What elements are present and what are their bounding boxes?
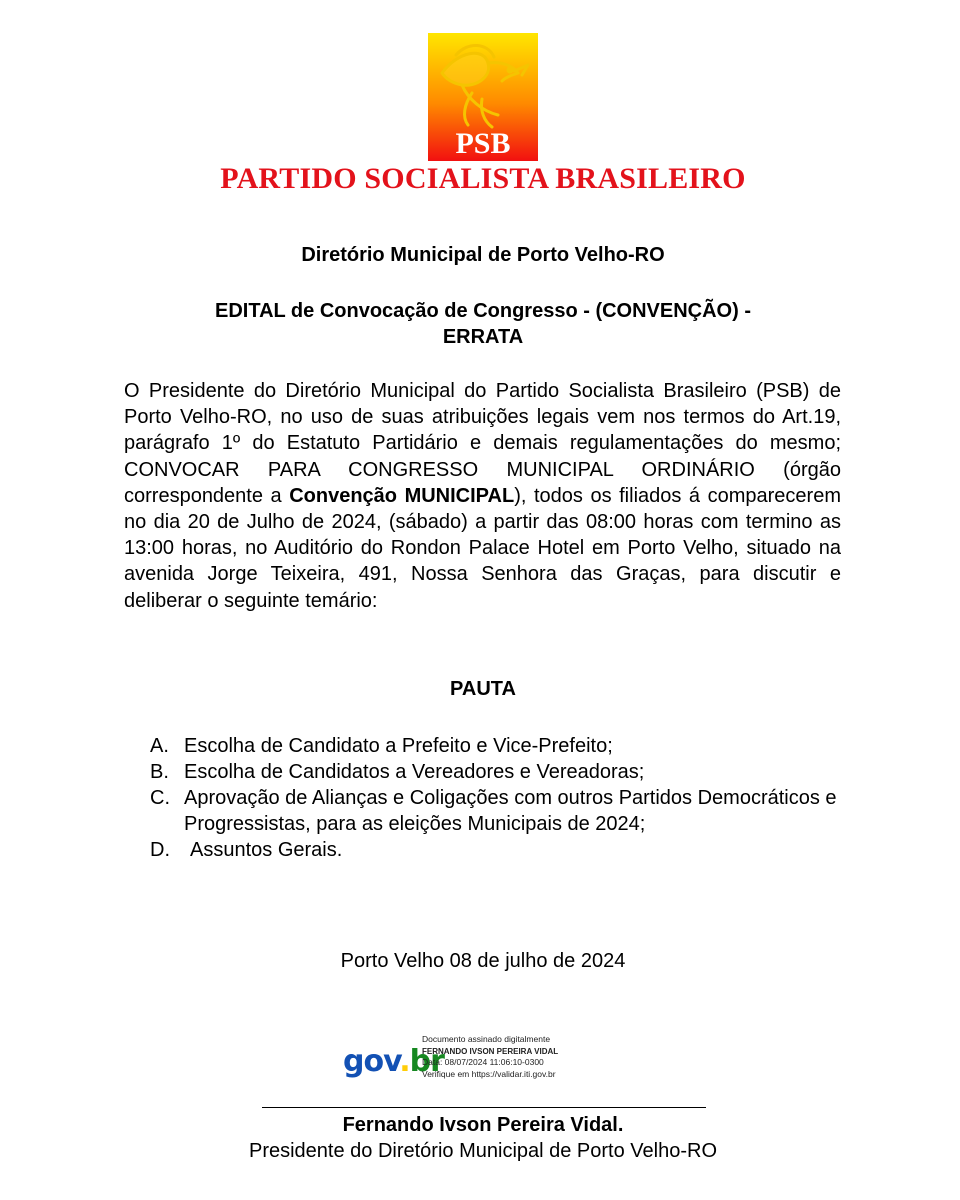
agenda-item-letter: A. — [150, 735, 169, 757]
signatory-name: Fernando Ivson Pereira Vidal. — [342, 1114, 624, 1136]
notice-title-line1: EDITAL de Convocação de Congresso - (CONVENÇÃO) - — [215, 300, 751, 322]
agenda-item-text: Assuntos Gerais. — [190, 839, 343, 861]
agenda-item — [150, 733, 850, 759]
agenda-item-letter: B. — [150, 761, 169, 783]
agenda-title: PAUTA — [450, 678, 516, 700]
notice-body-part1: O Presidente do Diretório Municipal do Partido Socialista Brasileiro (PSB) de Porto Velho-RO, no uso de suas atribuições legais vem nos termos do Art.19, parágrafo 1º do Estatuto Partidário e demais regulamentações do mesmo; CONVOCAR PARA CONGRESSO MUNICIPAL ORDINÁRIO (órgão correspondente a — [124, 380, 841, 507]
agenda-item-letter: C. — [150, 787, 170, 809]
psb-logo — [428, 33, 538, 161]
digital-signature-signer: FERNANDO IVSON PEREIRA VIDAL — [422, 1046, 559, 1056]
signature-line — [262, 1107, 706, 1108]
notice-body-part2: ), todos os filiados á comparecerem no dia 20 de Julho de 2024, (sábado) a partir das 08:00 horas com termino as 13:00 horas, no Auditório do Rondon Palace Hotel em Porto Velho, situado na avenida Jorge Teixeira, 491, Nossa Senhora das Graças, para discutir e deliberar o seguinte temário: — [124, 484, 841, 612]
party-name: PARTIDO SOCIALISTA BRASILEIRO — [220, 162, 746, 195]
digital-signature-verify: Verifique em https://validar.iti.gov.br — [422, 1068, 556, 1079]
digital-signature-stamp — [422, 1034, 558, 1080]
govbr-logo-dot: . — [399, 1044, 410, 1079]
psb-logo-graphic — [428, 33, 538, 161]
psb-logo-text: PSB — [455, 127, 511, 160]
place-date: Porto Velho 08 de julho de 2024 — [340, 950, 626, 972]
agenda-item-text: Aprovação de Alianças e Coligações com outros Partidos Democráticos e Progressistas, para as eleições Municipais de 2024; — [184, 787, 837, 835]
agenda-list — [150, 733, 850, 863]
notice-title-line2: ERRATA — [442, 326, 524, 348]
agenda-item — [150, 785, 850, 837]
notice-body-bold: Convenção MUNICIPAL — [289, 484, 515, 507]
govbr-logo-gov: gov — [343, 1044, 400, 1079]
agenda-item-text: Escolha de Candidato a Prefeito e Vice-Prefeito; — [184, 735, 613, 757]
govbr-logo-br: br — [409, 1044, 444, 1079]
digital-signature-caption: Documento assinado digitalmente — [422, 1034, 551, 1044]
agenda-item — [150, 759, 850, 785]
agenda-item-text: Escolha de Candidatos a Vereadores e Vereadoras; — [184, 761, 645, 783]
signatory-role: Presidente do Diretório Municipal de Porto Velho-RO — [248, 1140, 718, 1162]
notice-title — [0, 298, 960, 350]
agenda-item-letter: D. — [150, 839, 170, 861]
agenda-item — [150, 837, 850, 863]
directorate-title: Diretório Municipal de Porto Velho-RO — [301, 244, 665, 266]
notice-body — [124, 378, 841, 614]
digital-signature-date: Data: 08/07/2024 11:06:10-0300 — [422, 1057, 544, 1067]
